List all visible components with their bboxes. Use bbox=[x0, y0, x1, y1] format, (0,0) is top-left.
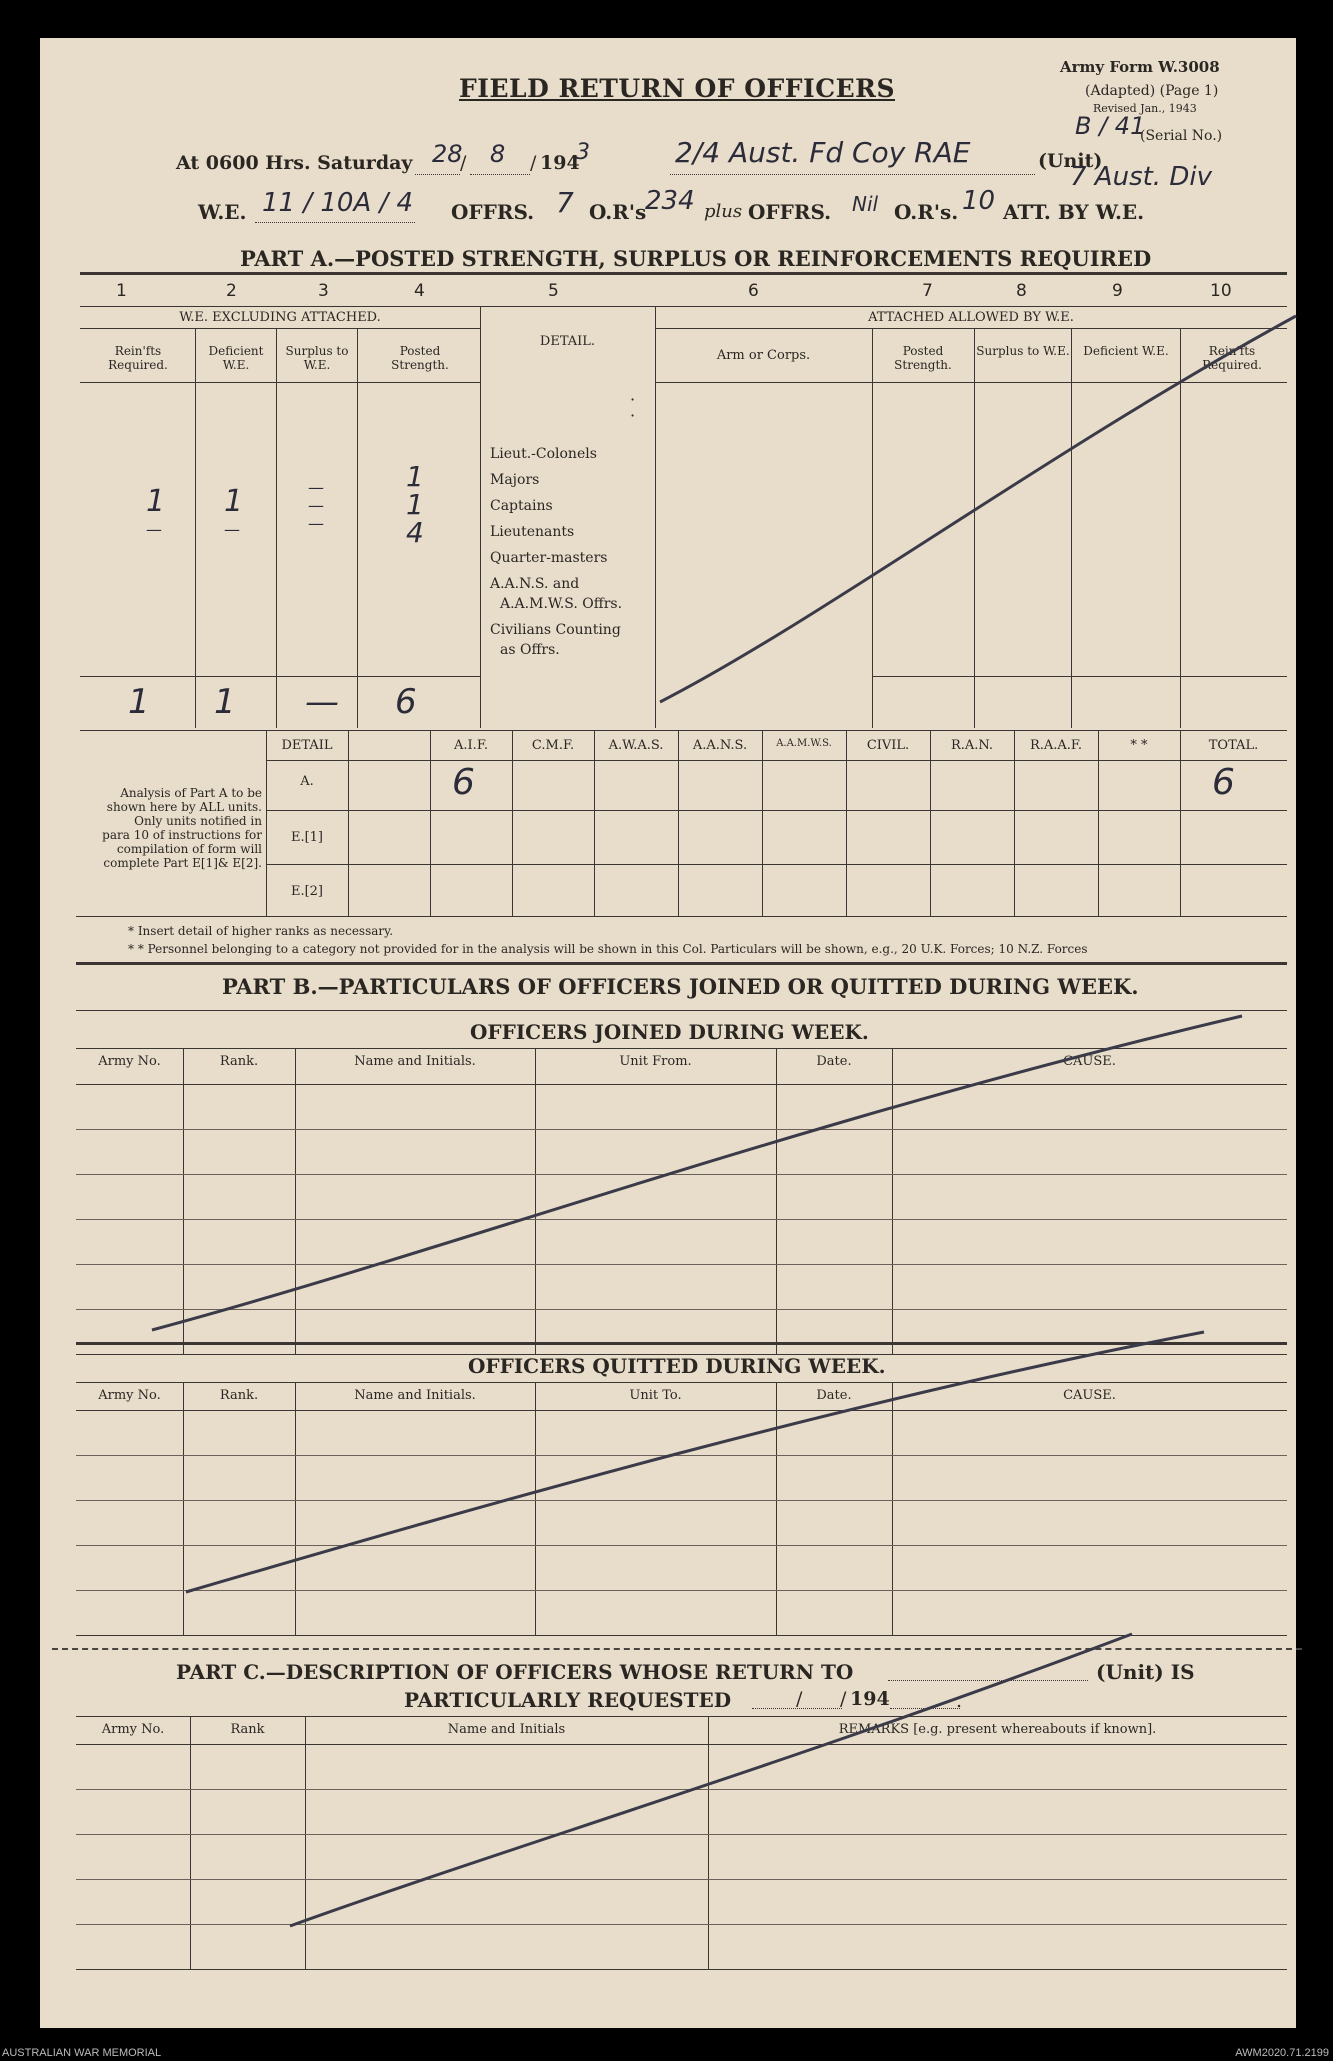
part-c-title-a: PART C.—DESCRIPTION OF OFFICERS WHOSE RETURN TO bbox=[176, 1660, 854, 1684]
unit-label: (Unit) bbox=[1038, 150, 1103, 172]
hdr-arm: Arm or Corps. bbox=[716, 348, 811, 363]
part-b-title: PART B.—PARTICULARS OF OFFICERS JOINED OR QUITTED DURING WEEK. bbox=[222, 974, 1139, 999]
table-col-header: Rank. bbox=[219, 1054, 259, 1069]
analysis-col-header: A.A.M.W.S. bbox=[776, 738, 832, 749]
analysis-note-line: Only units notified in bbox=[134, 814, 262, 828]
division-value: 7 Aust. Div bbox=[1070, 162, 1212, 192]
offrs-value: 7 bbox=[556, 186, 574, 219]
hdr-deficient: Deficient W.E. bbox=[208, 344, 264, 372]
table-rule bbox=[76, 1382, 1287, 1383]
table-col-header: Unit From. bbox=[619, 1054, 692, 1069]
deficient-entry: — bbox=[224, 520, 240, 539]
analysis-col-header: A.W.A.S. bbox=[608, 738, 664, 753]
date-month-line bbox=[470, 174, 530, 175]
quitted-top-rule bbox=[76, 1342, 1287, 1345]
column-number-6: 6 bbox=[748, 281, 759, 301]
totals-rule-b bbox=[872, 676, 1287, 677]
analysis-detail-header: DETAIL bbox=[281, 738, 333, 753]
table-row bbox=[76, 1174, 1287, 1175]
hdr-posted2: Posted Strength. bbox=[894, 344, 952, 372]
footer-left: AUSTRALIAN WAR MEMORIAL bbox=[2, 2047, 162, 2059]
posted-entry: 4 bbox=[406, 516, 424, 549]
hdr-reinfts: Rein'fts Required. bbox=[108, 344, 168, 372]
table-row bbox=[76, 1545, 1287, 1546]
totals-rule-a bbox=[80, 676, 480, 677]
rank-label: as Offrs. bbox=[500, 642, 560, 658]
joined-title: OFFICERS JOINED DURING WEEK. bbox=[470, 1020, 869, 1044]
hdr-detail: DETAIL. bbox=[539, 334, 596, 349]
part-c-year-line bbox=[890, 1708, 960, 1709]
part-c-period: . bbox=[956, 1690, 963, 1712]
analysis-divider bbox=[430, 730, 431, 916]
analysis-rule bbox=[266, 810, 1287, 811]
col-divider-5 bbox=[655, 306, 656, 728]
column-number-3: 3 bbox=[318, 281, 329, 301]
ors-label: O.R's bbox=[589, 200, 647, 224]
table-rule bbox=[76, 1744, 1287, 1745]
column-number-8: 8 bbox=[1016, 281, 1027, 301]
hdr-reinfts2: Rein'fts Required. bbox=[1202, 344, 1262, 372]
table-rule bbox=[76, 1084, 1287, 1085]
rank-label: Lieut.-Colonels bbox=[490, 446, 597, 462]
table-col-header: Unit To. bbox=[629, 1388, 682, 1403]
deficient-entry: 1 bbox=[224, 484, 244, 519]
surplus-entry: — bbox=[308, 514, 324, 533]
we-line bbox=[255, 222, 415, 223]
surplus-entry: — bbox=[308, 478, 324, 497]
analysis-row-label: E.[2] bbox=[290, 884, 324, 899]
date-year-prefix: 194 bbox=[540, 152, 580, 174]
analysis-note bbox=[76, 786, 262, 870]
unit-line bbox=[670, 174, 1035, 175]
table-col-header: Rank bbox=[230, 1722, 265, 1737]
table-col-header: Date. bbox=[816, 1388, 852, 1403]
table-col-divider bbox=[892, 1382, 893, 1635]
serial-no-value: B / 41 bbox=[1075, 112, 1146, 140]
part-c-title-b: (Unit) IS bbox=[1096, 1660, 1195, 1684]
group-right-rule bbox=[655, 328, 1287, 329]
date-day: 28 bbox=[432, 140, 463, 168]
reinfts-entry: — bbox=[146, 520, 162, 539]
total-surplus: — bbox=[305, 682, 339, 722]
detail-dots: · · bbox=[630, 390, 636, 425]
rank-label: Captains bbox=[490, 498, 553, 514]
table-col-divider bbox=[708, 1716, 709, 1969]
part-b-rule bbox=[76, 1010, 1287, 1011]
table-col-header: Army No. bbox=[101, 1722, 165, 1737]
plus-label: plus bbox=[704, 201, 743, 222]
column-number-2: 2 bbox=[226, 281, 237, 301]
part-a-bottom-rule bbox=[80, 730, 1287, 731]
group-right-header: ATTACHED ALLOWED BY W.E. bbox=[868, 310, 1074, 325]
column-number-4: 4 bbox=[414, 281, 425, 301]
table-rule bbox=[76, 1410, 1287, 1411]
footnote-1: * Insert detail of higher ranks as necessary. bbox=[128, 924, 394, 938]
analysis-col-header: R.A.A.F. bbox=[1029, 738, 1083, 753]
analysis-col-header: TOTAL. bbox=[1208, 738, 1259, 753]
column-number-10: 10 bbox=[1210, 281, 1232, 301]
total-posted: 6 bbox=[395, 682, 417, 722]
adapted-note: (Adapted) (Page 1) bbox=[1085, 83, 1219, 99]
revised-note: Revised Jan., 1943 bbox=[1093, 102, 1197, 115]
col-divider-2 bbox=[276, 328, 277, 728]
analysis-col-header: C.M.F. bbox=[531, 738, 575, 753]
analysis-divider bbox=[930, 730, 931, 916]
col-divider-8 bbox=[1071, 328, 1072, 728]
table-row bbox=[76, 1500, 1287, 1501]
column-number-1: 1 bbox=[116, 281, 127, 301]
offrs2-value: Nil bbox=[852, 192, 879, 216]
offrs2-label: OFFRS. bbox=[748, 200, 832, 224]
analysis-divider bbox=[1014, 730, 1015, 916]
ors2-value: 10 bbox=[962, 186, 996, 216]
analysis-divider bbox=[594, 730, 595, 916]
total-deficient: 1 bbox=[214, 682, 236, 722]
hdr-deficient2: Deficient W.E. bbox=[1083, 344, 1169, 358]
hdr-surplus2: Surplus to W.E. bbox=[976, 344, 1070, 358]
analysis-divider bbox=[1180, 730, 1181, 916]
posted-entry: 1 bbox=[406, 488, 424, 521]
analysis-divider bbox=[678, 730, 679, 916]
table-row bbox=[76, 1879, 1287, 1880]
table-row bbox=[76, 1834, 1287, 1835]
ors-value: 234 bbox=[645, 186, 695, 216]
part-a-title: PART A.—POSTED STRENGTH, SURPLUS OR REINFORCEMENTS REQUIRED bbox=[240, 246, 1152, 271]
rank-label: Majors bbox=[490, 472, 540, 488]
analysis-rule bbox=[76, 916, 1287, 917]
table-row bbox=[76, 1219, 1287, 1220]
group-left-rule bbox=[80, 328, 480, 329]
we-value: 11 / 10A / 4 bbox=[262, 188, 414, 218]
quitted-title: OFFICERS QUITTED DURING WEEK. bbox=[468, 1354, 886, 1378]
analysis-note-line: shown here by ALL units. bbox=[106, 800, 262, 814]
we-label: W.E. bbox=[198, 200, 247, 224]
table-row bbox=[76, 1789, 1287, 1790]
army-form-number: Army Form W.3008 bbox=[1060, 58, 1220, 76]
table-row bbox=[76, 1264, 1287, 1265]
table-row bbox=[76, 1969, 1287, 1970]
analysis-aif-a: 6 bbox=[452, 762, 475, 803]
offrs-label: OFFRS. bbox=[451, 200, 535, 224]
part-c-date-sep2: / bbox=[840, 1688, 847, 1710]
table-col-header: Army No. bbox=[98, 1388, 161, 1403]
header-bottom-rule-b bbox=[655, 382, 1287, 383]
table-row bbox=[76, 1129, 1287, 1130]
table-col-header: CAUSE. bbox=[1063, 1388, 1116, 1403]
analysis-divider bbox=[348, 730, 349, 916]
att-label: ATT. BY W.E. bbox=[1003, 200, 1145, 224]
table-col-header: Name and Initials. bbox=[354, 1388, 476, 1403]
table-row bbox=[76, 1309, 1287, 1310]
part-c-dashed-rule bbox=[52, 1648, 1302, 1650]
date-sep1: / bbox=[460, 152, 467, 174]
table-col-divider bbox=[535, 1382, 536, 1635]
analysis-note-line: Analysis of Part A to be bbox=[120, 786, 262, 800]
analysis-total-a: 6 bbox=[1212, 762, 1235, 803]
column-number-5: 5 bbox=[548, 281, 559, 301]
ors2-label: O.R's. bbox=[894, 200, 959, 224]
table-col-divider bbox=[305, 1716, 306, 1969]
posted-entry: 1 bbox=[406, 460, 424, 493]
col-divider-6 bbox=[872, 328, 873, 728]
form-title: FIELD RETURN OF OFFICERS bbox=[459, 74, 896, 103]
analysis-col-header: R.A.N. bbox=[950, 738, 994, 753]
table-col-header: Rank. bbox=[219, 1388, 259, 1403]
analysis-col-header: CIVIL. bbox=[866, 738, 910, 753]
date-month: 8 bbox=[490, 140, 506, 168]
rank-label: Quarter-masters bbox=[490, 550, 608, 566]
date-day-line bbox=[415, 174, 460, 175]
rank-label: A.A.M.W.S. Offrs. bbox=[500, 596, 623, 612]
table-col-divider bbox=[190, 1716, 191, 1969]
col-divider-1 bbox=[195, 328, 196, 728]
table-col-header: Date. bbox=[816, 1054, 852, 1069]
col-divider-3 bbox=[357, 328, 358, 728]
header-bottom-rule-a bbox=[80, 382, 480, 383]
part-c-year: 194 bbox=[850, 1688, 890, 1710]
part-b-top-rule bbox=[76, 962, 1287, 965]
serial-no-label: (Serial No.) bbox=[1140, 128, 1223, 144]
hdr-surplus: Surplus to W.E. bbox=[285, 344, 349, 372]
table-col-divider bbox=[295, 1382, 296, 1635]
table-rule bbox=[76, 1048, 1287, 1049]
analysis-row-label: E.[1] bbox=[290, 830, 324, 845]
unit-value: 2/4 Aust. Fd Coy RAE bbox=[675, 136, 971, 169]
column-number-7: 7 bbox=[922, 281, 933, 301]
footer-right: AWM2020.71.2199 bbox=[1235, 2047, 1329, 2059]
analysis-divider bbox=[846, 730, 847, 916]
rank-label: A.A.N.S. and bbox=[490, 576, 580, 592]
table-row bbox=[76, 1924, 1287, 1925]
table-row bbox=[76, 1590, 1287, 1591]
analysis-col-header: A.A.N.S. bbox=[692, 738, 748, 753]
at-hours-label: At 0600 Hrs. Saturday bbox=[176, 152, 413, 174]
part-a-top-rule bbox=[80, 272, 1287, 275]
col-divider-4 bbox=[480, 306, 481, 728]
part-a-rule bbox=[80, 306, 1287, 307]
part-c-title-line2: PARTICULARLY REQUESTED bbox=[404, 1688, 732, 1712]
table-col-divider bbox=[183, 1382, 184, 1635]
total-reinfts: 1 bbox=[128, 682, 150, 722]
analysis-divider bbox=[1098, 730, 1099, 916]
analysis-col-header: A.I.F. bbox=[454, 738, 488, 753]
part-c-unit-line bbox=[888, 1680, 1088, 1681]
table-col-header: Name and Initials bbox=[447, 1722, 566, 1737]
surplus-entry: — bbox=[308, 496, 324, 515]
column-number-9: 9 bbox=[1112, 281, 1123, 301]
footnote-2: * * Personnel belonging to a category not provided for in the analysis will be shown in this Col. Particulars will be shown, e.g., 20 U.K. Forces; 10 N.Z. Forces bbox=[128, 942, 1088, 956]
col-divider-9 bbox=[1180, 328, 1181, 728]
table-col-header: Army No. bbox=[98, 1054, 161, 1069]
table-row bbox=[76, 1635, 1287, 1636]
analysis-note-line: para 10 of instructions for bbox=[102, 828, 262, 842]
date-year-digit: 3 bbox=[576, 140, 590, 165]
analysis-col-header: * * bbox=[1130, 738, 1148, 753]
analysis-divider bbox=[512, 730, 513, 916]
reinfts-entry: 1 bbox=[146, 484, 166, 519]
date-sep2: / bbox=[530, 152, 537, 174]
table-rule bbox=[76, 1716, 1287, 1717]
table-row bbox=[76, 1455, 1287, 1456]
hdr-posted: Posted Strength. bbox=[391, 344, 449, 372]
analysis-rule bbox=[266, 864, 1287, 865]
table-col-header: CAUSE. bbox=[1063, 1054, 1116, 1069]
analysis-divider bbox=[762, 730, 763, 916]
analysis-row-label: A. bbox=[300, 774, 314, 789]
rank-label: Lieutenants bbox=[490, 524, 575, 540]
part-c-date-sep1: / bbox=[796, 1688, 803, 1710]
table-col-divider bbox=[776, 1382, 777, 1635]
analysis-rule bbox=[266, 760, 1287, 761]
table-col-header: Name and Initials. bbox=[354, 1054, 476, 1069]
group-left-header: W.E. EXCLUDING ATTACHED. bbox=[179, 310, 381, 325]
analysis-note-line: compilation of form will bbox=[116, 842, 262, 856]
col-divider-7 bbox=[974, 328, 975, 728]
analysis-note-line: complete Part E[1]& E[2]. bbox=[103, 856, 262, 870]
table-col-header: REMARKS [e.g. present whereabouts if known]. bbox=[838, 1722, 1157, 1737]
rank-label: Civilians Counting bbox=[490, 622, 621, 638]
